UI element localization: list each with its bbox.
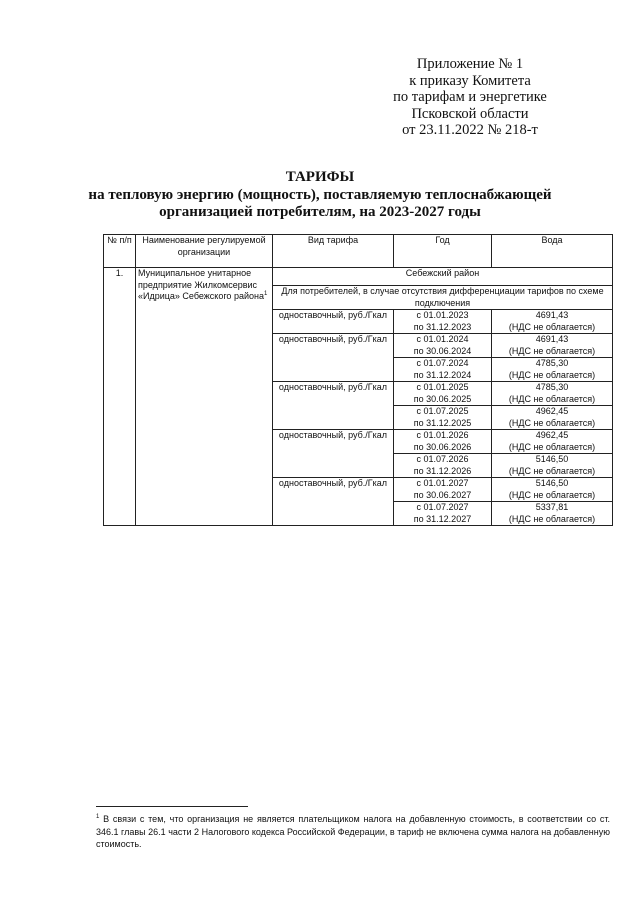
footnote <box>96 813 610 851</box>
period-to: по 31.12.2027 <box>413 513 472 524</box>
vat-note: (НДС не облагается) <box>508 321 596 332</box>
period-cell <box>394 382 492 406</box>
tariff-type-cell: одноставочный, руб./Гкал <box>273 310 394 334</box>
price-value: 5337,81 <box>535 502 569 512</box>
period-cell <box>394 478 492 502</box>
price-value: 5146,50 <box>535 478 569 488</box>
price-cell <box>492 334 613 358</box>
tariff-type-cell: одноставочный, руб./Гкал <box>273 334 394 382</box>
footnote-mark: 1 <box>96 814 100 820</box>
price-cell <box>492 502 613 526</box>
tariff-type-cell: одноставочный, руб./Гкал <box>273 382 394 430</box>
header-year: Год <box>394 235 492 268</box>
period-from: с 01.07.2025 <box>416 406 469 416</box>
price-value: 4691,43 <box>535 310 569 320</box>
period-cell <box>394 358 492 382</box>
tariff-type-cell: одноставочный, руб./Гкал <box>273 478 394 526</box>
period-from: с 01.07.2024 <box>416 358 469 368</box>
period-to: по 31.12.2025 <box>413 417 472 428</box>
title-line: ТАРИФЫ <box>285 169 355 185</box>
appendix-line: Псковской области <box>411 105 529 122</box>
header-org: Наименование регулируемой организации <box>136 235 273 268</box>
vat-note: (НДС не облагается) <box>508 513 596 524</box>
period-from: с 01.07.2026 <box>416 454 469 464</box>
price-cell <box>492 430 613 454</box>
period-from: с 01.07.2027 <box>416 502 469 512</box>
header-vid: Вид тарифа <box>273 235 394 268</box>
period-to: по 30.06.2027 <box>413 489 472 500</box>
period-cell <box>394 310 492 334</box>
table-header-row <box>104 235 613 268</box>
period-cell <box>394 502 492 526</box>
appendix-line: Приложение № 1 <box>416 56 524 72</box>
document-title <box>60 169 580 222</box>
price-cell <box>492 358 613 382</box>
header-num: № п/п <box>104 235 136 268</box>
table-row <box>104 268 613 286</box>
note-cell: Для потребителей, в случае отсутствия дифференциации тарифов по схеме подключения <box>273 286 613 310</box>
price-cell <box>492 478 613 502</box>
price-value: 4785,30 <box>535 382 569 392</box>
appendix-line: по тарифам и энергетике <box>393 89 547 105</box>
title-line: организацией потребителям, на 2023-2027 годы <box>159 204 481 220</box>
vat-note: (НДС не облагается) <box>508 345 596 356</box>
period-from: с 01.01.2023 <box>416 310 469 320</box>
title-line: на тепловую энергию (мощность), поставляемую теплоснабжающей <box>88 186 552 203</box>
period-cell <box>394 430 492 454</box>
price-cell <box>492 454 613 478</box>
vat-note: (НДС не облагается) <box>508 489 596 500</box>
vat-note: (НДС не облагается) <box>508 369 596 380</box>
period-from: с 01.01.2026 <box>416 430 469 440</box>
period-from: с 01.01.2027 <box>416 478 469 488</box>
region-cell: Себежский район <box>273 268 613 286</box>
vat-note: (НДС не облагается) <box>508 465 596 476</box>
price-cell <box>492 310 613 334</box>
period-to: по 31.12.2023 <box>413 321 472 332</box>
org-name: Муниципальное унитарное предприятие Жилкомсервис «Идрица» Себежского района <box>138 268 264 301</box>
period-to: по 30.06.2024 <box>413 345 472 356</box>
period-to: по 30.06.2026 <box>413 441 472 452</box>
period-from: с 01.01.2024 <box>416 334 469 344</box>
price-value: 4691,43 <box>535 334 569 344</box>
period-to: по 31.12.2024 <box>413 369 472 380</box>
appendix-block <box>330 56 610 139</box>
appendix-line: от 23.11.2022 № 218-т <box>402 122 538 138</box>
period-to: по 30.06.2025 <box>413 393 472 404</box>
period-from: с 01.01.2025 <box>416 382 469 392</box>
price-value: 4962,45 <box>535 430 569 440</box>
period-cell <box>394 406 492 430</box>
org-cell <box>136 268 273 526</box>
footnote-divider <box>96 806 248 807</box>
tariff-type-cell: одноставочный, руб./Гкал <box>273 430 394 478</box>
vat-note: (НДС не облагается) <box>508 393 596 404</box>
price-cell <box>492 406 613 430</box>
price-value: 4962,45 <box>535 406 569 416</box>
appendix-line: к приказу Комитета <box>409 72 531 89</box>
vat-note: (НДС не облагается) <box>508 417 596 428</box>
row-number: 1. <box>104 268 136 526</box>
price-value: 4785,30 <box>535 358 569 368</box>
period-to: по 31.12.2026 <box>413 465 472 476</box>
period-cell <box>394 454 492 478</box>
price-value: 5146,50 <box>535 454 569 464</box>
footnote-text: В связи с тем, что организация не является плательщиком налога на добавленную стоимость, в соответствии со ст. 346.1 главы 26.1 части 2 Налогового кодекса Российской Федерации, в тариф не включена сумма налога на добавленную стоимость. <box>96 814 610 849</box>
tariff-table <box>103 234 613 526</box>
price-cell <box>492 382 613 406</box>
period-cell <box>394 334 492 358</box>
header-water: Вода <box>492 235 613 268</box>
vat-note: (НДС не облагается) <box>508 441 596 452</box>
footnote-mark: 1 <box>263 291 268 297</box>
